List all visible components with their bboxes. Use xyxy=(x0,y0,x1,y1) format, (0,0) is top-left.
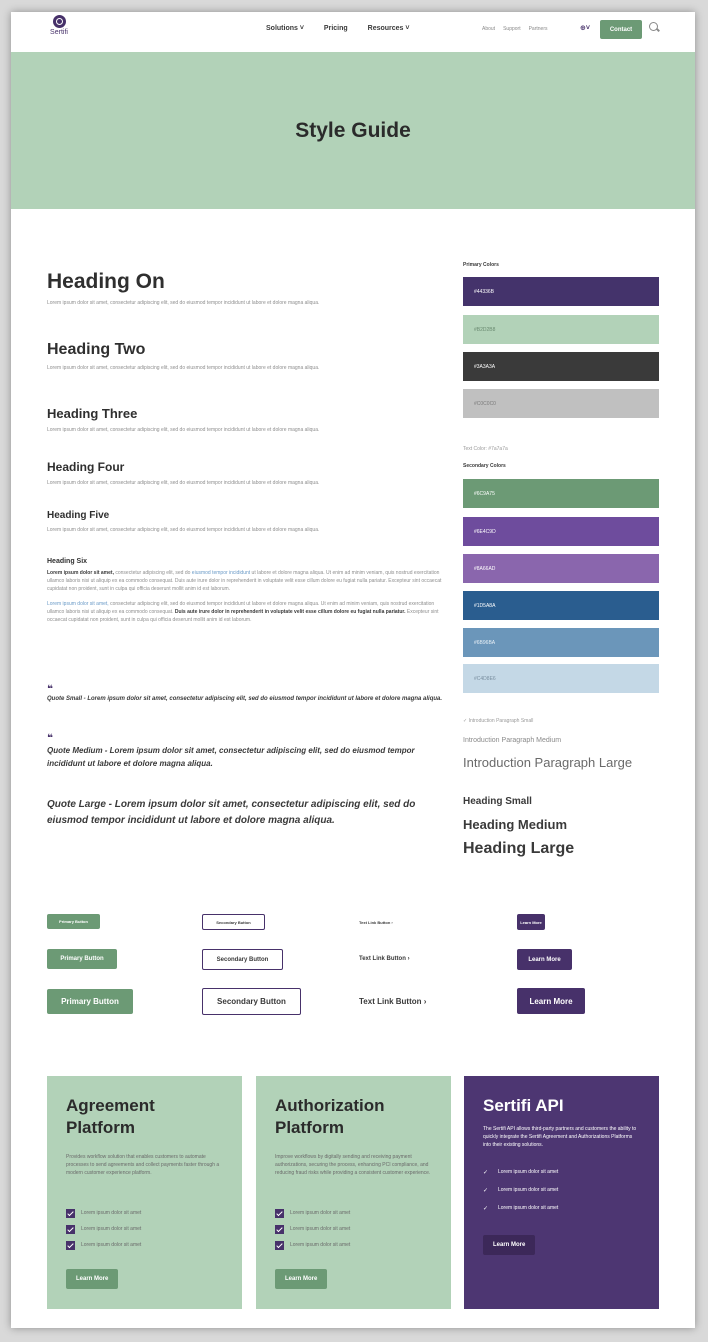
language-selector[interactable]: ⊕˅ xyxy=(580,25,590,32)
primary-button-large[interactable]: Primary Button xyxy=(47,989,133,1014)
inline-link[interactable]: Lorem ipsum dolor sit amet, xyxy=(47,601,109,607)
primary-swatch-1: #44336B xyxy=(463,277,659,306)
heading-large-sample: Heading Large xyxy=(463,840,575,857)
primary-swatch-4: #C0C0C0 xyxy=(463,389,659,418)
learn-more-button-medium[interactable]: Learn More xyxy=(517,949,572,970)
page-title: Style Guide xyxy=(295,118,411,142)
checklist-item: ✓ Lorem ipsum dolor sit amet xyxy=(483,1205,559,1212)
primary-swatch-3: #3A3A3A xyxy=(463,352,659,381)
hero-banner xyxy=(11,52,695,209)
heading-six: Heading Six xyxy=(47,558,88,565)
learn-more-button[interactable]: Learn More xyxy=(66,1269,118,1289)
secondary-swatch-6: #C4D8E6 xyxy=(463,664,659,693)
logo-text: Sertifi xyxy=(50,29,68,36)
checklist-item: Lorem ipsum dolor sit amet xyxy=(66,1221,223,1237)
lorem-text: Lorem ipsum dolor sit amet, consectetur adipiscing elit, sed do eiusmod tempor incididunt ut labore et dolore magna aliqua. xyxy=(47,300,320,306)
learn-more-button[interactable]: Learn More xyxy=(483,1235,535,1255)
card-title: Sertifi API xyxy=(483,1096,564,1115)
main-nav xyxy=(266,25,410,32)
heading-four: Heading Four xyxy=(47,460,125,474)
heading-two: Heading Two xyxy=(47,341,146,358)
check-icon: ✓ xyxy=(483,1205,489,1212)
text-link-button-small[interactable]: Text Link Button › xyxy=(359,919,393,925)
inline-link[interactable]: eiusmod tempor incididunt xyxy=(191,570,251,576)
secondary-swatch-3: #8A66AD xyxy=(463,554,659,583)
text-color-label: Text Color: #7a7a7a xyxy=(463,446,508,452)
nav-solutions[interactable]: Solutions ˅ xyxy=(266,25,304,32)
authorization-platform-card xyxy=(256,1076,451,1309)
quote-large: Quote Large - Lorem ipsum dolor sit amet, consectetur adipiscing elit, sed do eiusmod tempor incididunt ut labore et dolore magna aliqua. xyxy=(47,799,416,826)
quote-large-block xyxy=(47,797,447,829)
intro-paragraph-small: ✓ Introduction Paragraph Small xyxy=(463,718,534,724)
search-icon[interactable] xyxy=(649,22,658,31)
primary-colors-label: Primary Colors xyxy=(463,262,499,268)
checklist-item: Lorem ipsum dolor sit amet xyxy=(66,1237,223,1253)
learn-more-button-large[interactable]: Learn More xyxy=(517,988,585,1014)
nav-support[interactable]: Support xyxy=(503,26,521,32)
checklist-item: Lorem ipsum dolor sit amet xyxy=(66,1205,223,1221)
primary-swatch-2: #B2D2B8 xyxy=(463,315,659,344)
card-title: Authorization Platform xyxy=(275,1096,385,1137)
checklist-item: ✓ Lorem ipsum dolor sit amet xyxy=(483,1169,559,1176)
quote-icon: ❝ xyxy=(47,733,53,744)
card-description: The Sertifi API allows third-party partners and customers the ability to quickly integrate the Sertifi Agreement and Authorizations Platforms into their existing solutions. xyxy=(483,1126,637,1148)
secondary-colors-label: Secondary Colors xyxy=(463,463,506,469)
heading-medium-sample: Heading Medium xyxy=(463,817,568,832)
checkbox-icon xyxy=(66,1241,75,1250)
lorem-text: Lorem ipsum dolor sit amet, consectetur adipiscing elit, sed do eiusmod tempor incididunt ut labore et dolore magna aliqua. xyxy=(47,365,320,371)
nav-about[interactable]: About xyxy=(482,26,496,32)
heading-three: Heading Three xyxy=(47,406,138,421)
lorem-text: Lorem ipsum dolor sit amet, consectetur adipiscing elit, sed do eiusmod tempor incididunt ut labore et dolore magna aliqua. xyxy=(47,480,320,486)
checkbox-icon xyxy=(66,1209,75,1218)
secondary-button-large[interactable]: Secondary Button xyxy=(202,988,301,1015)
heading-four-block xyxy=(47,460,447,487)
utility-nav xyxy=(482,26,548,32)
heading-one-block xyxy=(47,270,447,307)
heading-small-sample: Heading Small xyxy=(463,796,532,807)
top-nav xyxy=(11,12,695,52)
arrow-right-icon: › xyxy=(423,997,427,1006)
secondary-button-medium[interactable]: Secondary Button xyxy=(202,949,283,970)
text-link-button-medium[interactable]: Text Link Button › xyxy=(359,956,410,962)
quote-medium-block xyxy=(47,734,447,770)
nav-pricing[interactable]: Pricing xyxy=(323,25,348,32)
checklist-item: Lorem ipsum dolor sit amet xyxy=(275,1237,432,1253)
card-description: Provides workflow solution that enables customers to automate processes to send agreements and collect payments faster through a modern customer experience platform. xyxy=(66,1154,220,1176)
quote-small: Quote Small - Lorem ipsum dolor sit amet, consectetur adipiscing elit, sed do eiusmod tempor incididunt ut labore et dolore magna aliqua. xyxy=(47,696,443,702)
secondary-swatch-4: #1D5A8A xyxy=(463,591,659,620)
checkbox-icon xyxy=(275,1209,284,1218)
agreement-platform-card xyxy=(47,1076,242,1309)
text-link-button-large[interactable]: Text Link Button › xyxy=(359,997,427,1006)
secondary-swatch-2: #6E4C9D xyxy=(463,517,659,546)
nav-resources[interactable]: Resources ˅ xyxy=(367,25,410,32)
checklist-item: Lorem ipsum dolor sit amet xyxy=(275,1205,432,1221)
quote-icon: ❝ xyxy=(47,684,53,695)
learn-more-button-small[interactable]: Learn More xyxy=(517,914,545,930)
heading-five-block xyxy=(47,510,447,534)
checkbox-icon xyxy=(275,1225,284,1234)
body-paragraph: Lorem ipsum dolor sit amet, consectetur adipiscing elit, sed do eiusmod tempor incididunt ut labore et dolore magna aliqua. Ut enim ad minim veniam, quis nostrud exercitation ullamco laboris nisi ut aliquip ex ea commodo consequat. Duis aute irure dolor in reprehenderit in voluptate velit esse cillum dolore eu fugiat nulla pariatur. Excepteur sint occaecat cupidatat non proident, sunt in culpa qui officia deserunt mollit anim id est laborum. xyxy=(47,570,442,592)
arrow-right-icon: › xyxy=(391,919,393,925)
lorem-text: Lorem ipsum dolor sit amet, consectetur adipiscing elit, sed do eiusmod tempor incididunt ut labore et dolore magna aliqua. xyxy=(47,427,320,433)
checklist-item: Lorem ipsum dolor sit amet xyxy=(275,1221,432,1237)
body-paragraph: Lorem ipsum dolor sit amet, consectetur adipiscing elit, sed do eiusmod tempor incididunt ut labore et dolore magna aliqua. Ut enim ad minim veniam, quis nostrud exercitation ullamco laboris nisi ut aliquip ex ea commodo consequat. Duis aute irure dolor in reprehenderit in voluptate velit esse cillum dolore eu fugiat nulla pariatur. Excepteur sint occaecat cupidatat non proident, sunt in culpa qui officia deserunt mollit anim id est laborum. xyxy=(47,601,439,623)
contact-button[interactable]: Contact xyxy=(600,20,642,39)
nav-partners[interactable]: Partners xyxy=(528,26,548,32)
style-guide-page xyxy=(11,12,695,1328)
lorem-text: Lorem ipsum dolor sit amet, consectetur adipiscing elit, sed do eiusmod tempor incididunt ut labore et dolore magna aliqua. xyxy=(47,527,320,533)
primary-button-small[interactable]: Primary Button xyxy=(47,914,100,929)
sertifi-logo-icon xyxy=(53,15,66,28)
sertifi-api-card xyxy=(464,1076,659,1309)
card-description: Improve workflows by digitally sending and receiving payment authorizations, securing the process, enhancing PCI compliance, and reducing fraud risks while providing a consistent customer experience. xyxy=(275,1154,431,1176)
quote-medium: Quote Medium - Lorem ipsum dolor sit amet, consectetur adipiscing elit, sed do eiusmod tempor incididunt ut labore et dolore magna aliqua. xyxy=(47,746,415,768)
intro-paragraph-medium: Introduction Paragraph Medium xyxy=(463,737,562,744)
heading-five: Heading Five xyxy=(47,510,110,521)
checkbox-icon xyxy=(275,1241,284,1250)
check-icon: ✓ xyxy=(483,1169,489,1176)
heading-six-block xyxy=(47,558,447,624)
quote-small-block xyxy=(47,685,447,704)
heading-two-block xyxy=(47,341,447,372)
heading-one: Heading On xyxy=(47,270,165,293)
check-icon: ✓ xyxy=(483,1187,489,1194)
card-title: Agreement Platform xyxy=(66,1096,155,1137)
checklist-item: ✓ Lorem ipsum dolor sit amet xyxy=(483,1187,559,1194)
secondary-swatch-1: #6C9A75 xyxy=(463,479,659,508)
checkbox-icon xyxy=(66,1225,75,1234)
secondary-button-small[interactable]: Secondary Button xyxy=(202,914,265,930)
learn-more-button[interactable]: Learn More xyxy=(275,1269,327,1289)
arrow-right-icon: › xyxy=(407,956,410,962)
primary-button-medium[interactable]: Primary Button xyxy=(47,949,117,969)
sertifi-logo[interactable] xyxy=(48,15,70,36)
intro-paragraph-large: Introduction Paragraph Large xyxy=(463,755,633,770)
secondary-swatch-5: #6B96BA xyxy=(463,628,659,657)
heading-three-block xyxy=(47,406,447,434)
